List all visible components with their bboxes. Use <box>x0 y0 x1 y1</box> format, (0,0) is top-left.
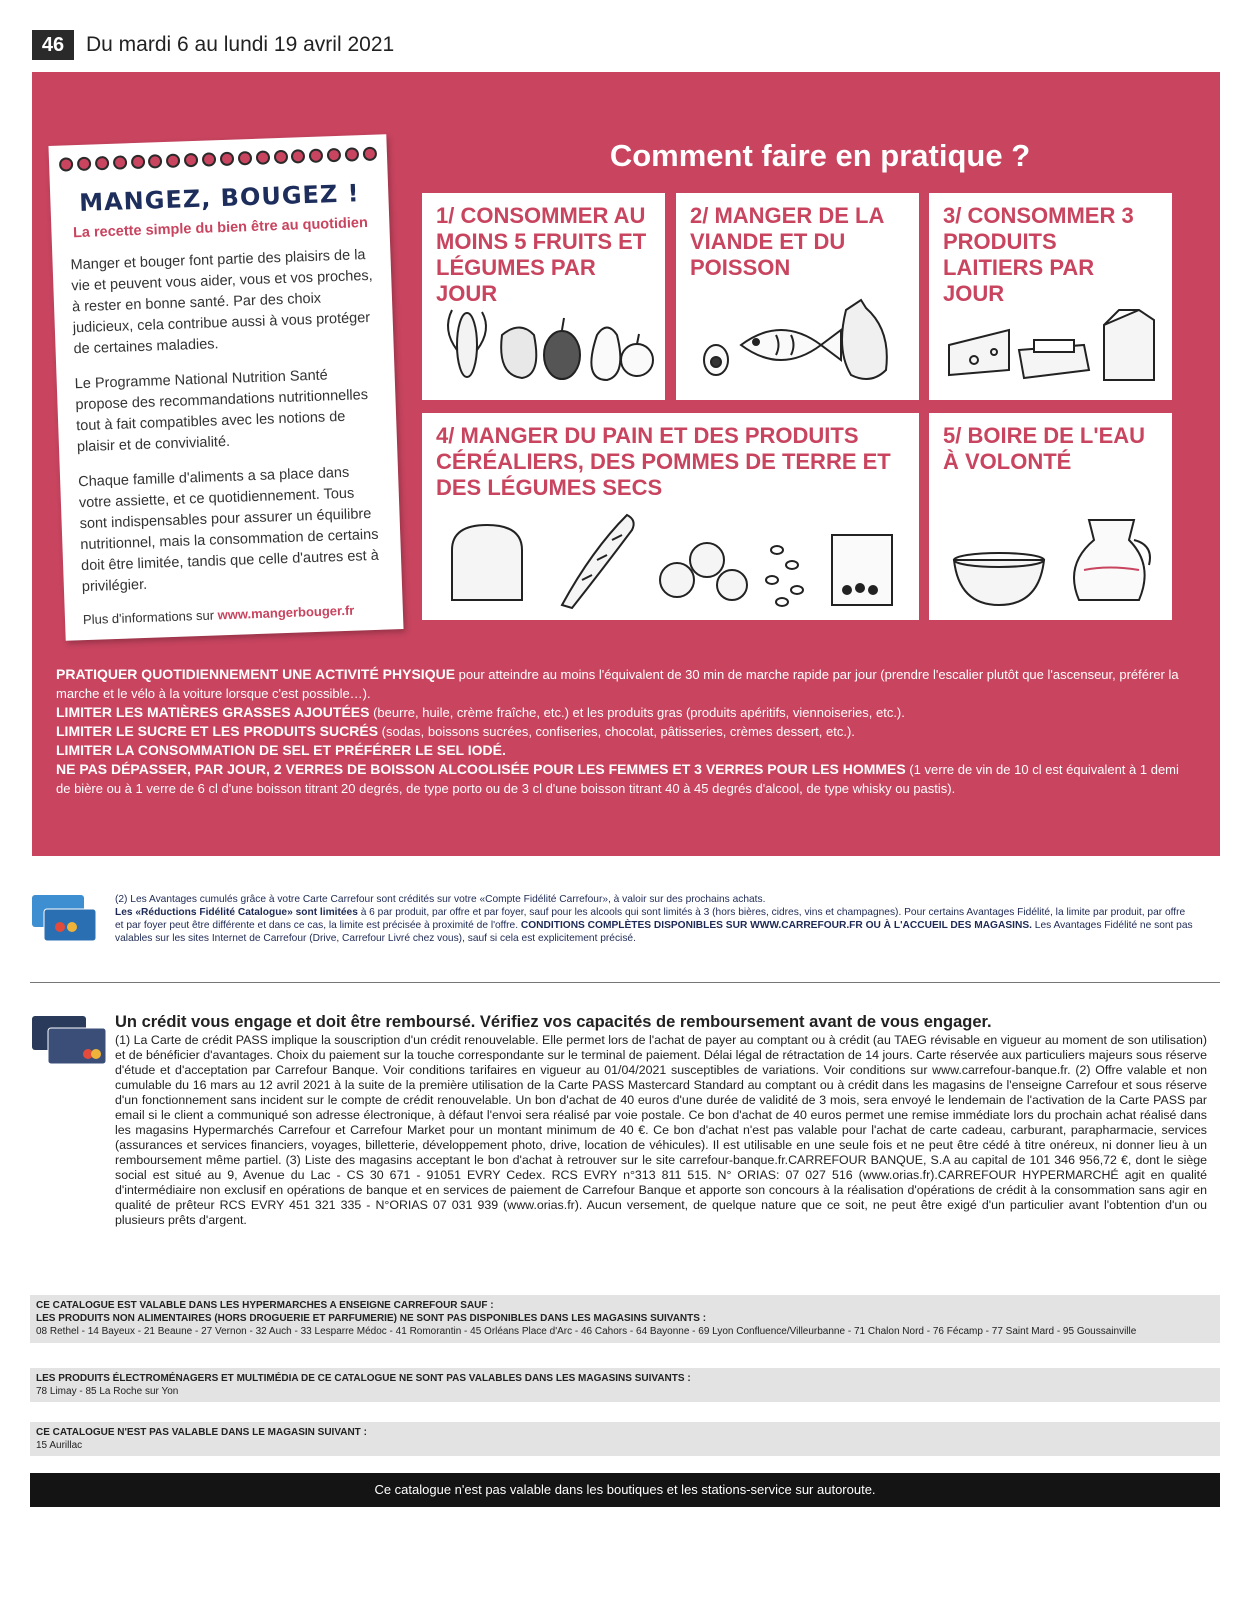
bread-cereals-icon <box>432 510 909 610</box>
dairy-icon <box>939 290 1162 390</box>
tip-label: 5/ BOIRE DE L'EAU À VOLONTÉ <box>943 423 1146 474</box>
date-range: Du mardi 6 au lundi 19 avril 2021 <box>86 33 395 56</box>
guideline-item: LIMITER LE SUCRE ET LES PRODUITS SUCRÉS (sodas, boissons sucrées, confiseries, chocolat, pâtisseries, crèmes dessert, etc.). <box>56 723 855 739</box>
card-paragraph: Manger et bouger font partie des plaisirs de la vie et peuvent vous aider, vous et vos proches, à rester en bonne santé. Par des choix judicieux, cela contribue aussi à vous protéger de certaines maladies. <box>70 247 373 358</box>
card-subtitle: La recette simple du bien être au quotidien <box>72 214 369 242</box>
note-card <box>48 134 403 640</box>
divider <box>30 982 1220 983</box>
guidelines-list <box>56 665 1196 798</box>
card-paragraph: Chaque famille d'aliments a sa place dans votre assiette, et ce quotidiennement. Tous sont indispensables pour assurer un équilibre nutritionnel, mais la consommation de certains doit être limitée, tandis que celle d'autres est à privilégier. <box>77 464 380 596</box>
autoroute-notice: Ce catalogue n'est pas valable dans les boutiques et les stations-service sur autoroute. <box>30 1473 1220 1507</box>
water-icon <box>939 510 1162 610</box>
credit-terms: (1) La Carte de crédit PASS implique la souscription d'un crédit renouvelable. Elle permet lors de l'achat de payer au comptant ou à crédit (au TAEG révisable en vigueur au moment de son utilisation) et de bénéficier d'avantages. Choix du paiement sur la touche correspondante sur le terminal de paiement. Délai légal de rétractation de 14 jours. Carte réservée aux particuliers majeurs sous réserve d'étude et d'acceptation par Carrefour Banque. Voir conditions tarifaires en vigueur au 01/04/2021 susceptibles de variations. Voir conditions sur www.carrefour-banque.fr. (2) Offre valable et non cumulable du 16 mars au 12 avril 2021 à la suite de la première utilisation de la Carte PASS Mastercard Standard au comptant ou à crédit dans les magasins de l'enseigne Carrefour et sous réserve d'un fonctionnement sans incident sur le compte de crédit renouvelable. Un bon d'achat de 40 euros d'une durée de validité de 3 mois, sera envoyé le lendemain de l'activation de la Carte PASS par email si le client a communiqué son adresse électronique, à défaut l'envoi sera réalisé par voie postale. Ce bon d'achat de 40 euros permet une remise immédiate lors du prochain achat réalisé dans les magasins Hypermarchés Carrefour et Carrefour Market pour un montant minimum de 40 €. Ce bon d'achat n'est pas valable pour l'achat de carte cadeau, carburant, parapharmacie, services (assurances et services financiers, voyages, billetterie, développement photo, drive, location de véhicules). Il est utilisable en une seule fois et ne peut être cédé à titre onéreux, ni donner lieu à un remboursement même partiel. (3) Liste des magasins acceptant le bon d'achat à retrouver sur le site carrefour-banque.fr.CARREFOUR BANQUE, S.A au capital de 101 346 956,72 €, dont le siège social est situé au 9, Avenue du Lac - CS 30 671 - 91051 EVRY Cedex. RCS EVRY n°313 811 515. N° ORIAS: 07 027 516 (www.orias.fr).CARREFOUR HYPERMARCHÉ agit en qualité d'intermédiaire non exclusif en opérations de banque et en services de paiement de Carrefour Banque et apporte son concours à la réalisation d'opérations de crédit à la consommation sans agir en qualité de prêteur RCS EVRY 451 321 335 - N°ORIAS 07 031 939 (www.orias.fr). Aucun versement, de quelque nature que ce soit, ne peut être exigé d'un particulier avant l'obtention d'un ou plusieurs prêts d'argent. <box>115 1033 1207 1227</box>
exception-band: CE CATALOGUE EST VALABLE DANS LES HYPERMARCHES A ENSEIGNE CARREFOUR SAUF : LES PRODUITS NON ALIMENTAIRES (HORS DROGUERIE ET PARFUMERIE) NE SONT PAS DISPONIBLES DANS LES MAGASINS SUIVANTS : 08 Rethel - 14 Bayeux - 21 Beaune - 27 Vernon - 32 Auch - 33 Lesparre Médoc - 41 Romorantin - 45 Orléans Place d'Arc - 46 Cahors - 64 Bayonne - 69 Lyon Confluence/Villeurbanne - 71 Chalon Nord - 76 Fécamp - 77 Saint Mard - 95 Goussainville <box>30 1295 1220 1343</box>
howto-title: Comment faire en pratique ? <box>609 138 1031 173</box>
fruits-vegetables-icon <box>432 290 655 390</box>
guideline-item: LIMITER LA CONSOMMATION DE SEL ET PRÉFÉRER LE SEL IODÉ. <box>56 742 506 758</box>
meat-fish-icon <box>686 290 909 390</box>
credit-warning: Un crédit vous engage et doit être remboursé. Vérifiez vos capacités de remboursement avant de vous engager. <box>115 1013 992 1031</box>
tip-box-dairy <box>929 193 1172 400</box>
fidelity-terms: (2) Les Avantages cumulés grâce à votre Carte Carrefour sont crédités sur votre «Compte Fidélité Carrefour», à valoir sur des prochains achats. Les «Réductions Fidélité Catalogue» sont limitées à 6 par produit, par offre et par foyer, sauf pour les alcools qui sont limités à 3 (hors bières, cidres, vins et champagnes). Pour certains Avantages Fidélité, la limite par produit, par offre et par foyer peut être différente et dans ce cas, la limite est précisée à proximité de l'offre. CONDITIONS COMPLÈTES DISPONIBLES SUR WWW.CARREFOUR.FR OU À L'ACCUEIL DES MAGASINS. Les Avantages Fidélité ne sont pas valables sur les sites Internet de Carrefour (Drive, Carrefour Livré chez vous), sauf si cela est explicitement précisé. <box>115 894 1193 944</box>
card-title: MANGEZ, BOUGEZ ! <box>78 179 361 218</box>
tip-box-fruits <box>422 193 665 400</box>
tip-box-water <box>929 413 1172 620</box>
tip-label: 2/ MANGER DE LA VIANDE ET DU POISSON <box>690 203 884 280</box>
carrefour-card-image <box>30 893 100 945</box>
exception-band: CE CATALOGUE N'EST PAS VALABLE DANS LE MAGASIN SUIVANT : 15 Aurillac <box>30 1422 1220 1456</box>
guideline-item: LIMITER LES MATIÈRES GRASSES AJOUTÉES (beurre, huile, crème fraîche, etc.) et les produits gras (produits apéritifs, viennoiseries, etc.). <box>56 704 905 720</box>
page-number: 46 <box>32 30 74 60</box>
spiral-binding <box>59 147 377 174</box>
more-info: Plus d'informations sur www.mangerbouger.fr <box>82 602 355 628</box>
tip-box-meat-fish <box>676 193 919 400</box>
guideline-item: NE PAS DÉPASSER, PAR JOUR, 2 VERRES DE BOISSON ALCOOLISÉE POUR LES FEMMES ET 3 VERRES POUR LES HOMMES (1 verre de vin de 10 cl est équivalent à 1 demi de bière ou à 1 verre de 6 cl d'une boisson titrant 20 degrés, de type porto ou de 3 cl d'une boisson titrant 40 à 45 degrés d'alcool, de type whisky ou pastis). <box>56 761 1179 796</box>
guideline-item: PRATIQUER QUOTIDIENNEMENT UNE ACTIVITÉ PHYSIQUE pour atteindre au moins l'équivalent de 30 min de marche rapide par jour (prendre l'escalier plutôt que l'ascenseur, préférer la marche et le vélo à la voiture lorsque c'est possible…). <box>56 666 1179 701</box>
tip-label: 4/ MANGER DU PAIN ET DES PRODUITS CÉRÉALIERS, DES POMMES DE TERRE ET DES LÉGUMES SECS <box>436 423 891 500</box>
tip-box-bread <box>422 413 919 620</box>
pass-card-image <box>30 1014 108 1066</box>
exception-band: LES PRODUITS ÉLECTROMÉNAGERS ET MULTIMÉDIA DE CE CATALOGUE NE SONT PAS VALABLES DANS LES MAGASINS SUIVANTS : 78 Limay - 85 La Roche sur Yon <box>30 1368 1220 1402</box>
tip-label: 1/ CONSOMMER AU MOINS 5 FRUITS ET LÉGUMES PAR JOUR <box>436 203 647 306</box>
card-paragraph: Le Programme National Nutrition Santé propose des recommandations nutritionnelles tout à fait compatibles avec les notions de plaisir et de convivialité. <box>74 367 369 456</box>
tip-label: 3/ CONSOMMER 3 PRODUITS LAITIERS PAR JOUR <box>943 203 1134 306</box>
mangerbouger-link[interactable]: www.mangerbouger.fr <box>217 602 355 623</box>
